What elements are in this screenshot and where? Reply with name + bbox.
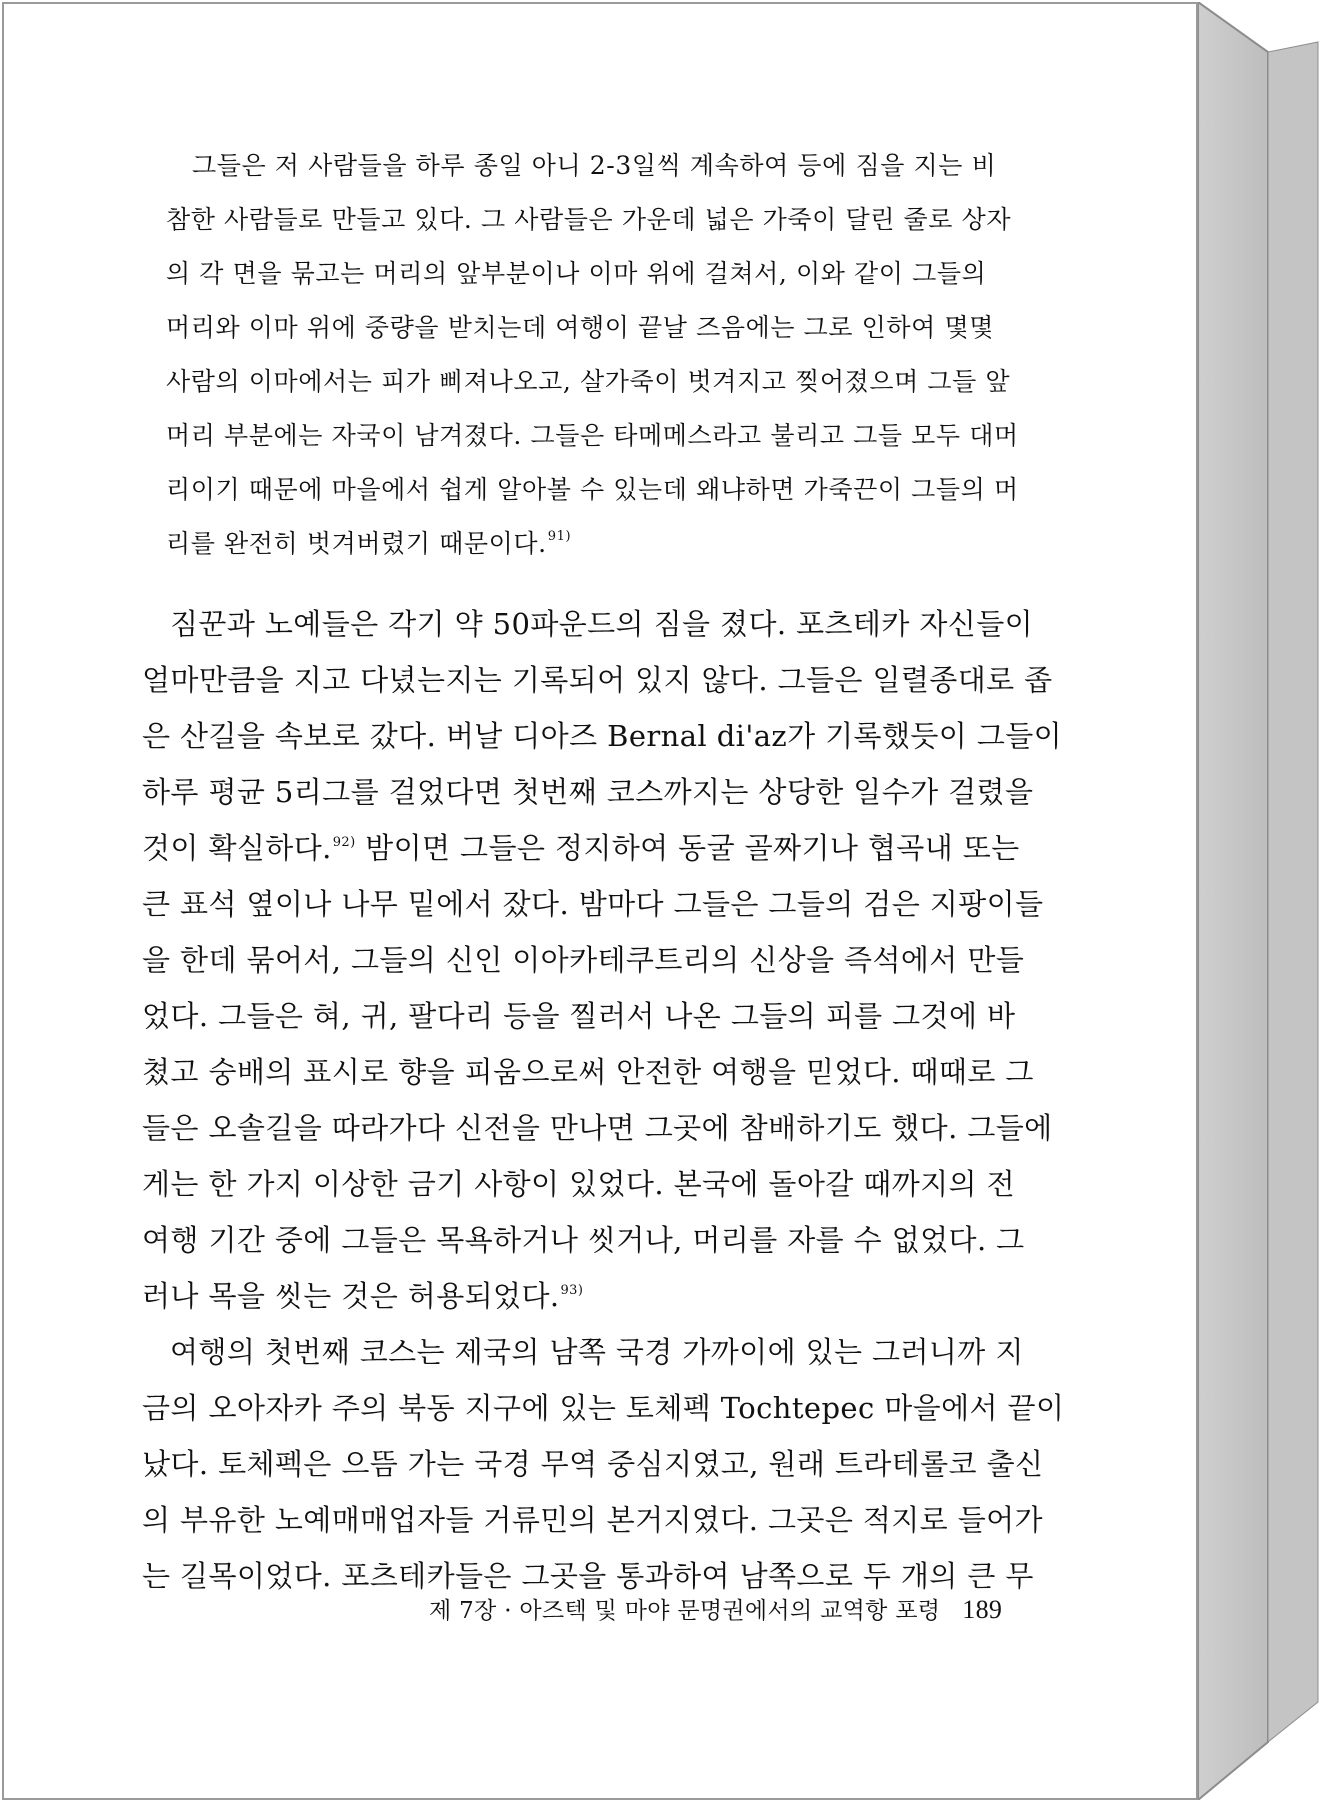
quote-line: 참한 사람들로 만들고 있다. 그 사람들은 가운데 넓은 가죽이 달린 줄로 상자	[166, 205, 1012, 234]
body-line: 얼마만큼을 지고 다녔는지는 기록되어 있지 않다. 그들은 일렬종대로 좁	[142, 663, 1053, 697]
body-line	[142, 1274, 583, 1315]
book-side-edge	[1198, 2, 1326, 1800]
quote-line: 리이기 때문에 마을에서 쉽게 알아볼 수 있는데 왜냐하면 가죽끈이 그들의 머	[166, 475, 1019, 504]
footnote-ref: 91)	[547, 529, 572, 544]
quote-line: 머리 부분에는 자국이 남겨졌다. 그들은 타메메스라고 불리고 그들 모두 대머	[166, 421, 1019, 450]
quote-line	[166, 524, 571, 560]
body-line	[142, 826, 1020, 867]
body-line: 은 산길을 속보로 갔다. 버날 디아즈 Bernal di'az가 기록했듯이 그들이	[142, 719, 1063, 753]
body-line: 큰 표석 옆이나 나무 밑에서 잤다. 밤마다 그들은 그들의 검은 지팡이들	[142, 887, 1044, 921]
body-line: 났다. 토체펙은 으뜸 가는 국경 무역 중심지였고, 원래 트라테롤코 출신	[142, 1447, 1044, 1481]
body-line: 었다. 그들은 혀, 귀, 팔다리 등을 찔러서 나온 그들의 피를 그것에 바	[142, 999, 1016, 1033]
body-line: 게는 한 가지 이상한 금기 사항이 있었다. 본국에 돌아갈 때까지의 전	[142, 1167, 1015, 1201]
page-number: 189	[962, 1595, 1003, 1624]
body-line-text: 밤이면 그들은 정지하여 동굴 골짜기나 협곡내 또는	[355, 831, 1020, 865]
body-line: 여행의 첫번째 코스는 제국의 남쪽 국경 가까이에 있는 그러니까 지	[170, 1335, 1024, 1369]
body-line: 쳤고 숭배의 표시로 향을 피움으로써 안전한 여행을 믿었다. 때때로 그	[142, 1055, 1034, 1089]
body-line-text: 것이 확실하다.	[142, 831, 332, 865]
page-footer	[429, 1592, 1002, 1625]
body-line: 을 한데 묶어서, 그들의 신인 이아카테쿠트리의 신상을 즉석에서 만들	[142, 943, 1025, 977]
body-line: 들은 오솔길을 따라가다 신전을 만나면 그곳에 참배하기도 했다. 그들에	[142, 1111, 1053, 1145]
body-line: 금의 오아자카 주의 북동 지구에 있는 토체펙 Tochtepec 마을에서 끝이	[142, 1391, 1065, 1425]
footnote-ref: 92)	[332, 835, 356, 850]
quote-line-text: 리를 완전히 벗겨버렸기 때문이다.	[166, 529, 547, 558]
footnote-ref: 93)	[560, 1283, 584, 1298]
body-line: 짐꾼과 노예들은 각기 약 50파운드의 짐을 졌다. 포츠테카 자신들이	[170, 607, 1034, 641]
book-page	[2, 2, 1198, 1800]
body-line: 는 길목이었다. 포츠테카들은 그곳을 통과하여 남쪽으로 두 개의 큰 무	[142, 1559, 1034, 1593]
quote-line: 머리와 이마 위에 중량을 받치는데 여행이 끝날 즈음에는 그로 인하여 몇몇	[166, 313, 994, 342]
body-line: 의 부유한 노예매매업자들 거류민의 본거지였다. 그곳은 적지로 들어가	[142, 1503, 1043, 1537]
chapter-title: 제 7장 · 아즈텍 및 마야 문명권에서의 교역항 포령	[429, 1598, 941, 1624]
quote-line: 사람의 이마에서는 피가 삐져나오고, 살가죽이 벗겨지고 찢어졌으며 그들 앞	[166, 367, 1011, 396]
quote-line: 그들은 저 사람들을 하루 종일 아니 2-3일씩 계속하여 등에 짐을 지는 비	[192, 151, 997, 180]
body-line: 여행 기간 중에 그들은 목욕하거나 씻거나, 머리를 자를 수 없었다. 그	[142, 1223, 1025, 1257]
body-line-text: 러나 목을 씻는 것은 허용되었다.	[142, 1279, 560, 1313]
body-line: 하루 평균 5리그를 걸었다면 첫번째 코스까지는 상당한 일수가 걸렸을	[142, 775, 1034, 809]
quote-line: 의 각 면을 묶고는 머리의 앞부분이나 이마 위에 걸쳐서, 이와 같이 그들의	[166, 259, 987, 288]
